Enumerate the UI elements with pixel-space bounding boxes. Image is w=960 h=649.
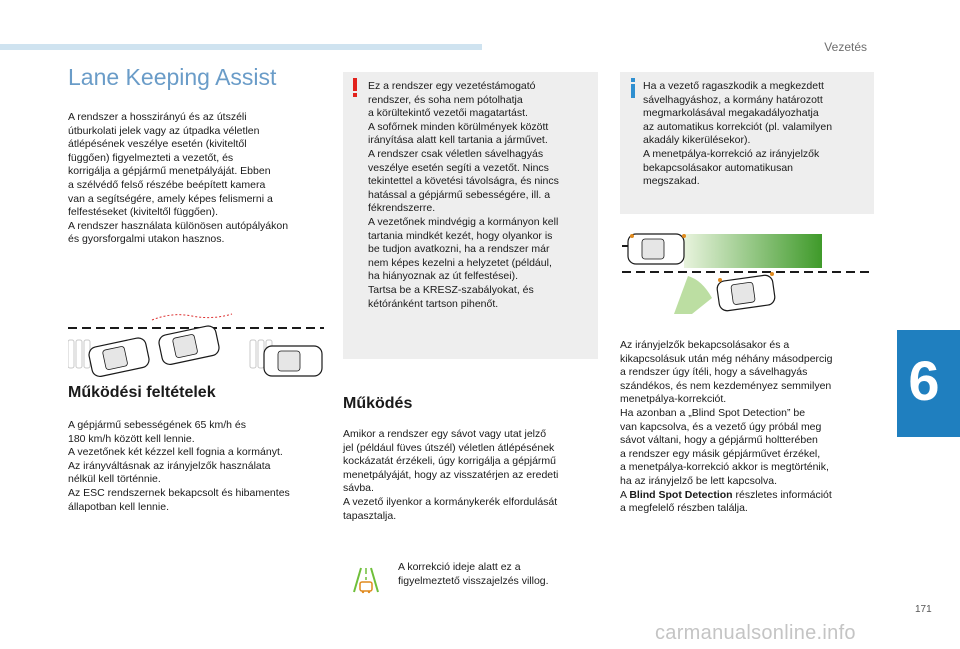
intro-paragraph: A rendszer a hosszirányú és az útszéli útburkolati jelek vagy az útpadka véletlen átlépésének veszélye esetén (kiviteltől függően) figyelmezteti a vezetőt, és korrigálja a gépjármű menetpályáját. Ebben a szélvédő felső részébe beépített kamera van a segítségére, amely képes felismerni a felfestéseket (kiviteltől függően). A rendszer használata különösen autópályákon és gyorsforgalmi utakon hasznos.	[68, 111, 289, 246]
header-bar	[0, 44, 482, 50]
chapter-number: 6	[908, 349, 940, 412]
conditions-heading: Működési feltételek	[68, 384, 216, 401]
operation-heading: Működés	[343, 395, 413, 412]
operation-paragraph: Amikor a rendszer egy sávot vagy utat jelző jel (például füves útszél) véletlen átlépésének kockázatát érzékeli, úgy korrigálja a gépjármű menetpályáját, hogy az visszatérjen az eredeti sávba. A vezető ilyenkor a kormánykerék elfordulását tapasztalja.	[343, 428, 559, 522]
warning-lamp-note: A korrekció ideje alatt ez a figyelmeztető visszajelzés villog.	[398, 561, 549, 587]
lane-keeping-warning-icon	[352, 566, 380, 594]
info-icon	[628, 76, 638, 100]
page-title: Lane Keeping Assist	[68, 64, 277, 90]
indicator-paragraph: Az irányjelzők bekapcsolásakor és a kikapcsolásuk után még néhány másodpercig a rendszer úgy ítéli, hogy a sávelhagyás szándékos, és nem kezdeményez semmilyen menetpálya-korrekciót. Ha azonban a „Blind Spot Detection” be van kapcsolva, és a vezető úgy próbál meg sávot váltani, hogy a gépjármű holtterében a rendszer egy másik gépjárművet érzékel, a menetpálya-korrekció akkor is megtörténik, ha az irányjelző be lett kapcsolva. A Blind Spot Detection részletes információt a megfelelő részben találja.	[620, 339, 833, 515]
page-number: 171	[915, 604, 932, 615]
warning-icon	[350, 76, 360, 98]
watermark: carmanualsonline.info	[655, 622, 856, 644]
warning-text: Ez a rendszer egy vezetéstámogató rendszer, és soha nem pótolhatja a körültekintő vezetői magatartást. A sofőrnek minden körülmények között irányítása alatt kell tartania a járművet. A rendszer csak véletlen sávelhagyás veszélye esetén segíti a vezetőt. Nincs tekintettel a követési távolságra, és nincs hatással a gépjármű sebességére, ill. a fékrendszerre. A vezetőnek mindvégig a kormányon kell tartania mindkét kezét, hogy olyankor is be tudjon avatkozni, ha a rendszer már nem képes kezelni a helyzetet (például, ha hiányoznak az út felfestései). Tartsa be a KRESZ-szabályokat, és kétóránként tartson pihenőt.	[368, 80, 559, 310]
info-text: Ha a vezető ragaszkodik a megkezdett sávelhagyáshoz, a kormány határozott megmarkolásával megakadályozhatja az automatikus korrekciót (pl. valamilyen akadály kikerülésekor). A menetpálya-korrekció az irányjelzők bekapcsolásakor automatikusan megszakad.	[643, 80, 833, 188]
conditions-paragraph: A gépjármű sebességének 65 km/h és 180 km/h között kell lennie. A vezetőnek két kézzel kell fognia a kormányt. Az irányváltásnak az irányjelzők használata nélkül kell történnie. Az ESC rendszernek bekapcsolt és hibamentes állapotban kell lennie.	[68, 419, 290, 513]
lane-keeping-illustration	[68, 310, 324, 382]
blind-spot-illustration	[622, 228, 874, 314]
blind-spot-reference: Blind Spot Detection	[629, 488, 733, 501]
section-label: Vezetés	[824, 40, 867, 54]
